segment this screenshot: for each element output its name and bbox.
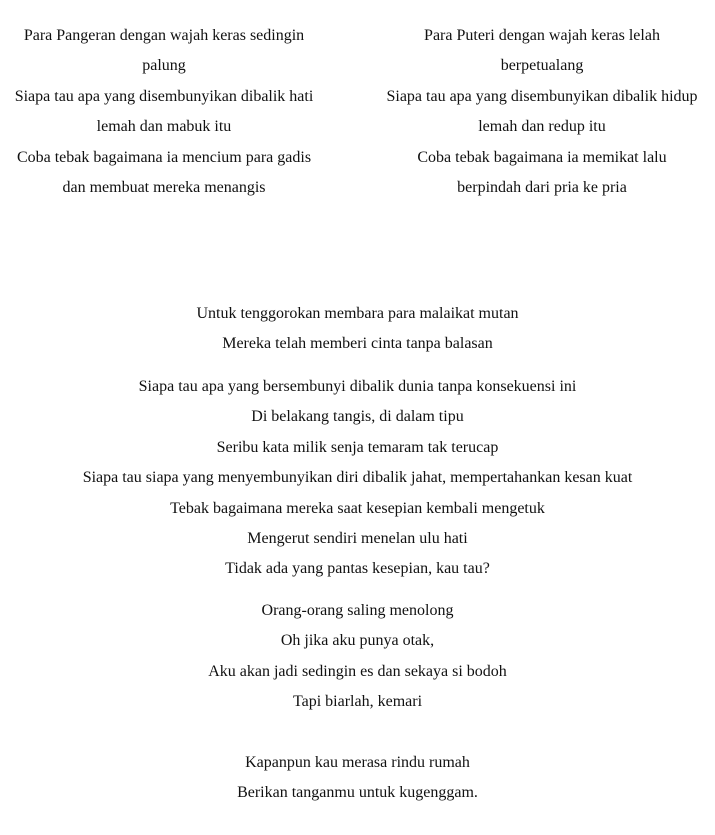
poem-line: Untuk tenggorokan membara para malaikat mutan bbox=[196, 305, 519, 322]
poem-line: Oh jika aku punya otak, bbox=[280, 632, 435, 650]
poem-line: palung bbox=[142, 57, 186, 75]
poem-line: Berikan tanganmu untuk kugenggam. bbox=[237, 784, 478, 802]
poem-left-column bbox=[6, 21, 322, 203]
poem-line: Siapa tau apa yang bersembunyi dibalik dunia tanpa konsekuensi ini bbox=[138, 378, 577, 395]
poem-line: Para Puteri dengan wajah keras lelah bbox=[424, 27, 660, 44]
poem-line: lemah dan redup itu bbox=[478, 118, 606, 136]
poem-line: Siapa tau siapa yang menyembunyikan diri dibalik jahat, mempertahankan kesan kuat bbox=[82, 469, 633, 487]
poem-line: Tidak ada yang pantas kesepian, kau tau? bbox=[225, 560, 490, 578]
poem-stanza-4 bbox=[0, 748, 715, 809]
poem-line: Aku akan jadi sedingin es dan sekaya si bodoh bbox=[208, 662, 507, 680]
poem-stanza-2 bbox=[0, 372, 715, 585]
poem-line: Tebak bagaimana mereka saat kesepian kembali mengetuk bbox=[170, 499, 545, 517]
poem-line: Para Pangeran dengan wajah keras sedingin bbox=[23, 27, 305, 44]
poem-line: Di belakang tangis, di dalam tipu bbox=[251, 408, 464, 426]
poem-stanza-3 bbox=[0, 596, 715, 718]
poem-line: Siapa tau apa yang disembunyikan dibalik hidup bbox=[386, 87, 698, 105]
poem-right-column bbox=[372, 21, 712, 203]
poem-line: Siapa tau apa yang disembunyikan dibalik hati bbox=[14, 87, 314, 105]
poem-line: Coba tebak bagaimana ia memikat lalu bbox=[417, 148, 667, 166]
poem-line: berpindah dari pria ke pria bbox=[457, 179, 627, 197]
poem-stanza-1 bbox=[0, 299, 715, 360]
poem-line: lemah dan mabuk itu bbox=[96, 118, 232, 136]
poem-line: Mereka telah memberi cinta tanpa balasan bbox=[222, 335, 493, 353]
poem-line: Coba tebak bagaimana ia mencium para gadis bbox=[16, 148, 312, 166]
poem-line: berpetualang bbox=[500, 57, 584, 75]
poem-line: Orang-orang saling menolong bbox=[261, 602, 454, 619]
poem-line: Mengerut sendiri menelan ulu hati bbox=[247, 530, 468, 548]
poem-line: dan membuat mereka menangis bbox=[62, 179, 266, 197]
poem-line: Kapanpun kau merasa rindu rumah bbox=[245, 754, 470, 771]
poem-line: Seribu kata milik senja temaram tak terucap bbox=[216, 438, 499, 456]
poem-line: Tapi biarlah, kemari bbox=[292, 693, 423, 711]
